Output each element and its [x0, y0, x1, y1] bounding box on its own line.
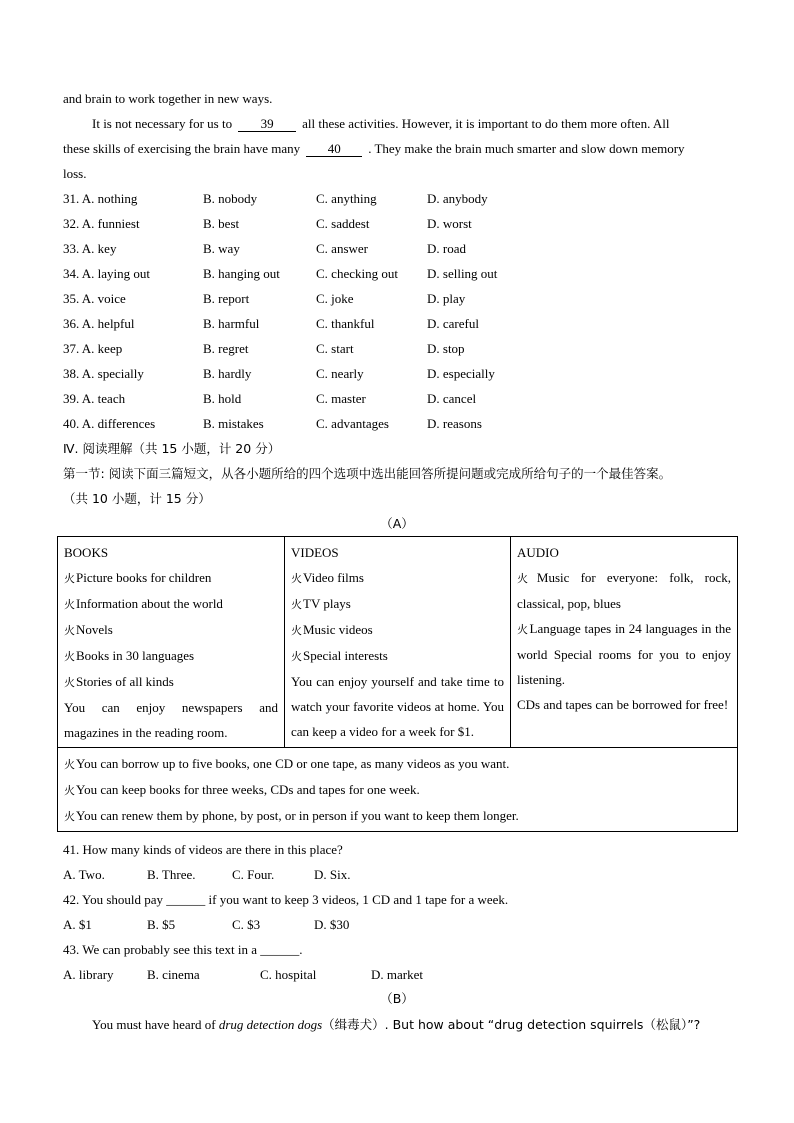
- option: D. $30: [314, 917, 350, 932]
- passage-b-italic: drug detection dogs: [218, 1017, 323, 1032]
- library-info-table: [57, 536, 738, 832]
- option: A. $1: [63, 917, 92, 932]
- books-item: 火 Books in 30 languages: [64, 643, 278, 669]
- option: C. hospital: [260, 967, 317, 982]
- rule-line: 火 You can borrow up to five books, one CD or one tape, as many videos as you want.: [64, 751, 731, 777]
- cloze-option: B. best: [203, 216, 240, 231]
- books-note: You can enjoy newspapers and magazines in the reading room.: [64, 700, 278, 740]
- cloze-option: B. report: [203, 291, 250, 306]
- cloze-option: D. cancel: [427, 391, 477, 406]
- cloze-option: C. start: [316, 341, 354, 356]
- option: A. Two.: [63, 867, 105, 882]
- cloze-option: B. way: [203, 241, 240, 256]
- audio-cell: [511, 537, 738, 748]
- option: B. cinema: [147, 967, 200, 982]
- rules-cell: [58, 748, 738, 832]
- cloze-option: D. reasons: [427, 416, 482, 431]
- cloze-option: D. play: [427, 291, 466, 306]
- cloze-option: 38. A. specially: [63, 366, 144, 381]
- rule-line: 火 You can keep books for three weeks, CDs and tapes for one week.: [64, 777, 731, 803]
- option: D. market: [371, 967, 423, 982]
- passage-b-label: （B）: [380, 991, 414, 1006]
- question-41: 41. How many kinds of videos are there in this place?: [63, 842, 343, 857]
- cloze-option: 32. A. funniest: [63, 216, 140, 231]
- passage-line-1: and brain to work together in new ways.: [63, 91, 273, 106]
- cloze-option: C. master: [316, 391, 366, 406]
- cloze-option: B. mistakes: [203, 416, 264, 431]
- cloze-option: C. checking out: [316, 266, 398, 281]
- question-41-options: [63, 866, 463, 884]
- option: C. Four.: [232, 867, 275, 882]
- passage-line-2: [92, 115, 669, 133]
- option: C. $3: [232, 917, 261, 932]
- cloze-option: B. hardly: [203, 366, 252, 381]
- books-cell: [58, 537, 285, 748]
- books-item: 火 Stories of all kinds: [64, 669, 278, 695]
- cloze-option: 31. A. nothing: [63, 191, 138, 206]
- passage-text: It is not necessary for us to: [92, 116, 233, 131]
- audio-item: 火 Music for everyone: folk, rock, classical, pop, blues: [517, 565, 731, 616]
- cloze-option: D. worst: [427, 216, 472, 231]
- videos-item: 火 TV plays: [291, 591, 504, 617]
- cloze-option: C. nearly: [316, 366, 364, 381]
- passage-text: all these activities. However, it is important to do them more often. All: [302, 116, 670, 131]
- cloze-option: C. joke: [316, 291, 354, 306]
- cloze-option: B. hold: [203, 391, 242, 406]
- cloze-option-row: [63, 315, 523, 333]
- audio-header: AUDIO: [517, 545, 559, 560]
- section-instruction-count: （共 10 小题，计 15 分）: [63, 491, 211, 506]
- question-42: 42. You should pay ______ if you want to keep 3 videos, 1 CD and 1 tape for a week.: [63, 892, 509, 907]
- cloze-option: 40. A. differences: [63, 416, 156, 431]
- section-title: Ⅳ. 阅读理解（共 15 小题，计 20 分）: [63, 441, 281, 456]
- cloze-option: C. thankful: [316, 316, 375, 331]
- videos-item: 火 Special interests: [291, 643, 504, 669]
- books-item: 火 Novels: [64, 617, 278, 643]
- videos-item: 火 Video films: [291, 565, 504, 591]
- books-item: 火 Picture books for children: [64, 565, 278, 591]
- cloze-option: 37. A. keep: [63, 341, 123, 356]
- cloze-option: B. nobody: [203, 191, 258, 206]
- passage-a-label: （A）: [380, 516, 414, 531]
- videos-cell: [285, 537, 511, 748]
- cloze-option: C. anything: [316, 191, 377, 206]
- cloze-option: 36. A. helpful: [63, 316, 135, 331]
- cloze-option-row: [63, 290, 523, 308]
- cloze-option: B. regret: [203, 341, 249, 356]
- cloze-option: C. advantages: [316, 416, 389, 431]
- cloze-option-row: [63, 365, 523, 383]
- cloze-option: D. selling out: [427, 266, 498, 281]
- blank-40: 40: [306, 142, 362, 157]
- passage-b-text: （缉毒犬）. But how about “drug detection squirrels（松鼠）”?: [322, 1017, 701, 1032]
- cloze-option: D. anybody: [427, 191, 488, 206]
- blank-39: 39: [238, 117, 296, 132]
- cloze-option-row: [63, 415, 523, 433]
- cloze-option: 33. A. key: [63, 241, 117, 256]
- audio-item: 火 Language tapes in 24 languages in the world Special rooms for you to enjoy listening.: [517, 616, 731, 692]
- passage-text: . They make the brain much smarter and slow down memory: [368, 141, 685, 156]
- cloze-option: 35. A. voice: [63, 291, 126, 306]
- cloze-option: D. careful: [427, 316, 479, 331]
- option: B. $5: [147, 917, 176, 932]
- section-instruction: 第一节: 阅读下面三篇短文，从各小题所给的四个选项中选出能回答所提问题或完成所给句子的一个最佳答案。: [63, 466, 672, 481]
- cloze-option: D. stop: [427, 341, 465, 356]
- audio-note: CDs and tapes can be borrowed for free!: [517, 697, 729, 712]
- rule-line: 火 You can renew them by phone, by post, or in person if you want to keep them longer.: [64, 803, 731, 829]
- videos-note: You can enjoy yourself and take time to watch your favorite videos at home. You can keep a video for a week for $1.: [291, 674, 504, 739]
- cloze-option: D. road: [427, 241, 466, 256]
- cloze-option-row: [63, 215, 523, 233]
- question-43-options: [63, 966, 503, 984]
- books-header: BOOKS: [64, 545, 109, 560]
- option: A. library: [63, 967, 114, 982]
- option: B. Three.: [147, 867, 196, 882]
- question-43: 43. We can probably see this text in a ______.: [63, 942, 303, 957]
- cloze-option-row: [63, 240, 523, 258]
- option: D. Six.: [314, 867, 351, 882]
- cloze-option: B. harmful: [203, 316, 260, 331]
- videos-item: 火 Music videos: [291, 617, 504, 643]
- passage-line-4: loss.: [63, 166, 87, 181]
- cloze-option-row: [63, 265, 523, 283]
- books-item: 火 Information about the world: [64, 591, 278, 617]
- cloze-option: C. saddest: [316, 216, 370, 231]
- question-42-options: [63, 916, 463, 934]
- cloze-option-row: [63, 190, 523, 208]
- videos-header: VIDEOS: [291, 545, 339, 560]
- cloze-option-row: [63, 390, 523, 408]
- passage-b-line-1: [92, 1016, 700, 1034]
- passage-b-text: You must have heard of: [92, 1017, 219, 1032]
- passage-line-3: [63, 140, 685, 158]
- cloze-option-row: [63, 340, 523, 358]
- cloze-option: C. answer: [316, 241, 368, 256]
- cloze-option: 34. A. laying out: [63, 266, 151, 281]
- cloze-option: B. hanging out: [203, 266, 280, 281]
- cloze-option: D. especially: [427, 366, 495, 381]
- passage-text: these skills of exercising the brain have many: [63, 141, 301, 156]
- cloze-option: 39. A. teach: [63, 391, 126, 406]
